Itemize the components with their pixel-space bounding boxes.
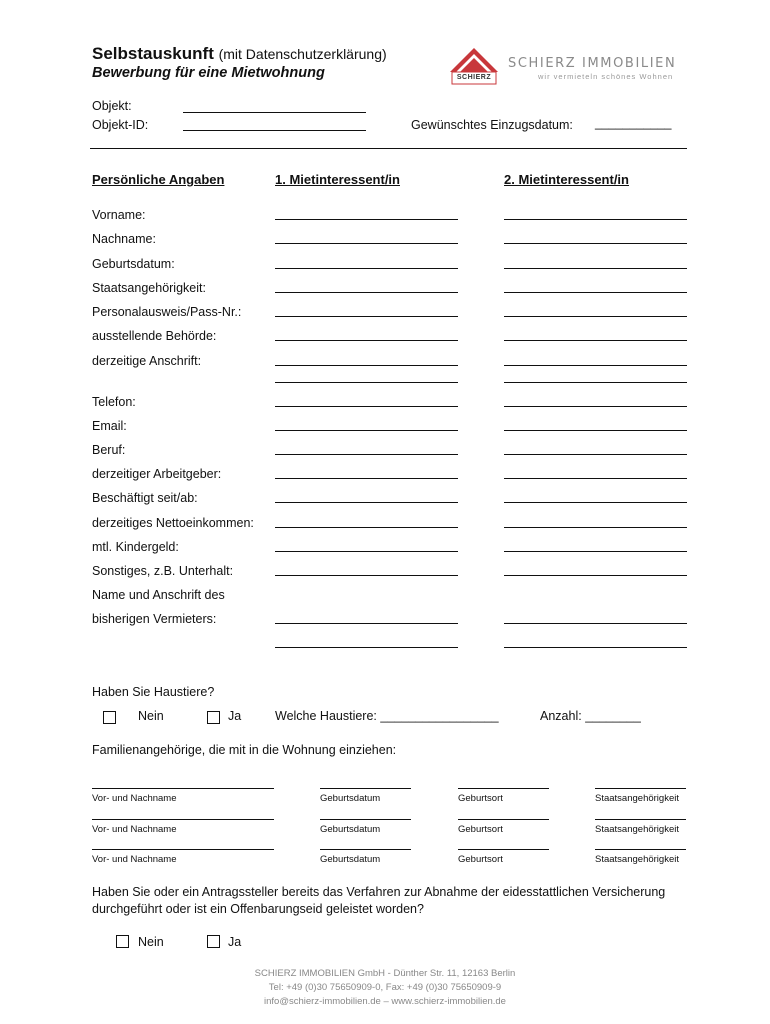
- family-question: Familienangehörige, die mit in die Wohnung einziehen:: [92, 743, 397, 757]
- objekt-id-field[interactable]: [183, 130, 366, 131]
- affidavit-no-label: Nein: [138, 935, 164, 949]
- family1-nationality-caption: Staatsangehörigkeit: [595, 793, 679, 804]
- tenant1-heading: 1. Mietinteressent/in: [275, 172, 400, 187]
- tenant1-anschrift-field-2[interactable]: [275, 382, 458, 383]
- company-name: SCHIERZ IMMOBILIEN: [508, 56, 677, 71]
- field-label-ausweis: Personalausweis/Pass-Nr.:: [92, 305, 242, 319]
- objekt-field[interactable]: [183, 112, 366, 113]
- tenant2-beruf-field[interactable]: [504, 454, 687, 455]
- tenant1-vorname-field[interactable]: [275, 219, 458, 220]
- family3-birthplace-field[interactable]: [458, 849, 549, 850]
- field-label-beruf: Beruf:: [92, 443, 126, 457]
- family1-birthdate-field[interactable]: [320, 788, 411, 789]
- field-label-telefon: Telefon:: [92, 395, 136, 409]
- tenant1-nachname-field[interactable]: [275, 243, 458, 244]
- family2-birthplace-field[interactable]: [458, 819, 549, 820]
- tenant2-anschrift-field-1[interactable]: [504, 365, 687, 366]
- tenant1-beruf-field[interactable]: [275, 454, 458, 455]
- affidavit-no-checkbox[interactable]: [116, 935, 129, 948]
- field-label-vermieter-1: Name und Anschrift des: [92, 588, 225, 602]
- family1-birthdate-caption: Geburtsdatum: [320, 793, 381, 804]
- affidavit-yes-label: Ja: [228, 935, 242, 949]
- tenant2-staatsangehoerigkeit-field[interactable]: [504, 292, 687, 293]
- document-title: [92, 44, 387, 64]
- field-label-beschaeftigt: Beschäftigt seit/ab:: [92, 491, 198, 505]
- field-label-sonstiges: Sonstiges, z.B. Unterhalt:: [92, 564, 234, 578]
- family2-name-caption: Vor- und Nachname: [92, 824, 177, 835]
- tenant1-vermieter-field-1[interactable]: [275, 623, 458, 624]
- tenant1-vermieter-field-2[interactable]: [275, 647, 458, 648]
- pets-yes-label: Ja: [228, 709, 242, 723]
- family1-birthplace-caption: Geburtsort: [458, 793, 503, 804]
- einzugsdatum-field[interactable]: ___________: [595, 116, 672, 130]
- tenant1-telefon-field[interactable]: [275, 406, 458, 407]
- tenant2-vermieter-field-2[interactable]: [504, 647, 687, 648]
- tenant2-nachname-field[interactable]: [504, 243, 687, 244]
- tenant1-arbeitgeber-field[interactable]: [275, 478, 458, 479]
- tenant2-anschrift-field-2[interactable]: [504, 382, 687, 383]
- field-label-behoerde: ausstellende Behörde:: [92, 329, 217, 343]
- tenant1-email-field[interactable]: [275, 430, 458, 431]
- tenant1-sonstiges-field[interactable]: [275, 575, 458, 576]
- field-label-nachname: Nachname:: [92, 232, 156, 246]
- family3-birthdate-caption: Geburtsdatum: [320, 854, 381, 865]
- einzugsdatum-label: Gewünschtes Einzugsdatum:: [411, 118, 573, 132]
- tenant2-beschaeftigt-field[interactable]: [504, 502, 687, 503]
- company-slogan: wir vermieteln schönes Wohnen: [538, 72, 674, 81]
- field-label-kindergeld: mtl. Kindergeld:: [92, 540, 179, 554]
- pets-count-field[interactable]: ________: [585, 709, 641, 723]
- title-main: Selbstauskunft: [92, 44, 214, 63]
- affidavit-yes-checkbox[interactable]: [207, 935, 220, 948]
- family2-name-field[interactable]: [92, 819, 274, 820]
- field-label-geburtsdatum: Geburtsdatum:: [92, 257, 175, 271]
- tenant2-vermieter-field-1[interactable]: [504, 623, 687, 624]
- pets-yes-checkbox[interactable]: [207, 711, 220, 724]
- pets-which-text: Welche Haustiere:: [275, 709, 377, 723]
- footer-address: SCHIERZ IMMOBILIEN GmbH - Dünther Str. 11, 12163 Berlin: [254, 968, 516, 979]
- family1-birthplace-field[interactable]: [458, 788, 549, 789]
- tenant2-arbeitgeber-field[interactable]: [504, 478, 687, 479]
- tenant1-ausweis-field[interactable]: [275, 316, 458, 317]
- pets-no-label: Nein: [138, 709, 164, 723]
- field-label-email: Email:: [92, 419, 127, 433]
- pets-which-label: [275, 709, 499, 723]
- tenant1-staatsangehoerigkeit-field[interactable]: [275, 292, 458, 293]
- family2-birthdate-field[interactable]: [320, 819, 411, 820]
- field-label-staatsangehoerigkeit: Staatsangehörigkeit:: [92, 281, 206, 295]
- title-suffix: (mit Datenschutzerklärung): [218, 46, 387, 62]
- tenant2-telefon-field[interactable]: [504, 406, 687, 407]
- family3-name-field[interactable]: [92, 849, 274, 850]
- tenant1-nettoeinkommen-field[interactable]: [275, 527, 458, 528]
- logo-mark-text: SCHIERZ: [456, 74, 492, 81]
- tenant1-geburtsdatum-field[interactable]: [275, 268, 458, 269]
- family3-birthplace-caption: Geburtsort: [458, 854, 503, 865]
- affidavit-question-line1: Haben Sie oder ein Antragssteller bereits das Verfahren zur Abnahme der eidesstattlichen Versicherung: [92, 885, 666, 899]
- affidavit-question-line2: durchgeführt oder ist ein Offenbarungseid geleistet worden?: [92, 902, 424, 916]
- tenant1-beschaeftigt-field[interactable]: [275, 502, 458, 503]
- pets-count-label: [540, 709, 641, 723]
- field-label-vorname: Vorname:: [92, 208, 146, 222]
- family3-birthdate-field[interactable]: [320, 849, 411, 850]
- tenant2-vorname-field[interactable]: [504, 219, 687, 220]
- family2-nationality-caption: Staatsangehörigkeit: [595, 824, 679, 835]
- family2-birthdate-caption: Geburtsdatum: [320, 824, 381, 835]
- schierz-logo-mark: [448, 46, 500, 86]
- pets-question: Haben Sie Haustiere?: [92, 685, 215, 699]
- family2-nationality-field[interactable]: [595, 819, 686, 820]
- objekt-id-label: Objekt-ID:: [92, 118, 149, 132]
- document-subtitle: Bewerbung für eine Mietwohnung: [92, 65, 325, 81]
- objekt-label: Objekt:: [92, 99, 132, 113]
- tenant2-nettoeinkommen-field[interactable]: [504, 527, 687, 528]
- family1-name-field[interactable]: [92, 788, 274, 789]
- header-divider: [90, 148, 687, 149]
- tenant2-behoerde-field[interactable]: [504, 340, 687, 341]
- tenant2-kindergeld-field[interactable]: [504, 551, 687, 552]
- footer-contact: info@schierz-immobilien.de – www.schierz-immobilien.de: [264, 996, 506, 1007]
- family1-name-caption: Vor- und Nachname: [92, 793, 177, 804]
- personal-data-heading: Persönliche Angaben: [92, 172, 225, 187]
- tenant2-email-field[interactable]: [504, 430, 687, 431]
- family2-birthplace-caption: Geburtsort: [458, 824, 503, 835]
- field-label-vermieter-2: bisherigen Vermieters:: [92, 612, 217, 626]
- footer-phone: Tel: +49 (0)30 75650909-0, Fax: +49 (0)30 75650909-9: [268, 982, 502, 993]
- tenant2-sonstiges-field[interactable]: [504, 575, 687, 576]
- tenant2-ausweis-field[interactable]: [504, 316, 687, 317]
- tenant2-geburtsdatum-field[interactable]: [504, 268, 687, 269]
- field-label-anschrift: derzeitige Anschrift:: [92, 354, 202, 368]
- tenant1-behoerde-field[interactable]: [275, 340, 458, 341]
- pets-no-checkbox[interactable]: [103, 711, 116, 724]
- pets-count-text: Anzahl:: [540, 709, 582, 723]
- family3-nationality-field[interactable]: [595, 849, 686, 850]
- pets-which-field[interactable]: _________________: [380, 709, 499, 723]
- tenant2-heading: 2. Mietinteressent/in: [504, 172, 629, 187]
- family1-nationality-field[interactable]: [595, 788, 686, 789]
- family3-name-caption: Vor- und Nachname: [92, 854, 177, 865]
- field-label-nettoeinkommen: derzeitiges Nettoeinkommen:: [92, 516, 254, 530]
- tenant1-kindergeld-field[interactable]: [275, 551, 458, 552]
- family3-nationality-caption: Staatsangehörigkeit: [595, 854, 679, 865]
- tenant1-anschrift-field-1[interactable]: [275, 365, 458, 366]
- field-label-arbeitgeber: derzeitiger Arbeitgeber:: [92, 467, 222, 481]
